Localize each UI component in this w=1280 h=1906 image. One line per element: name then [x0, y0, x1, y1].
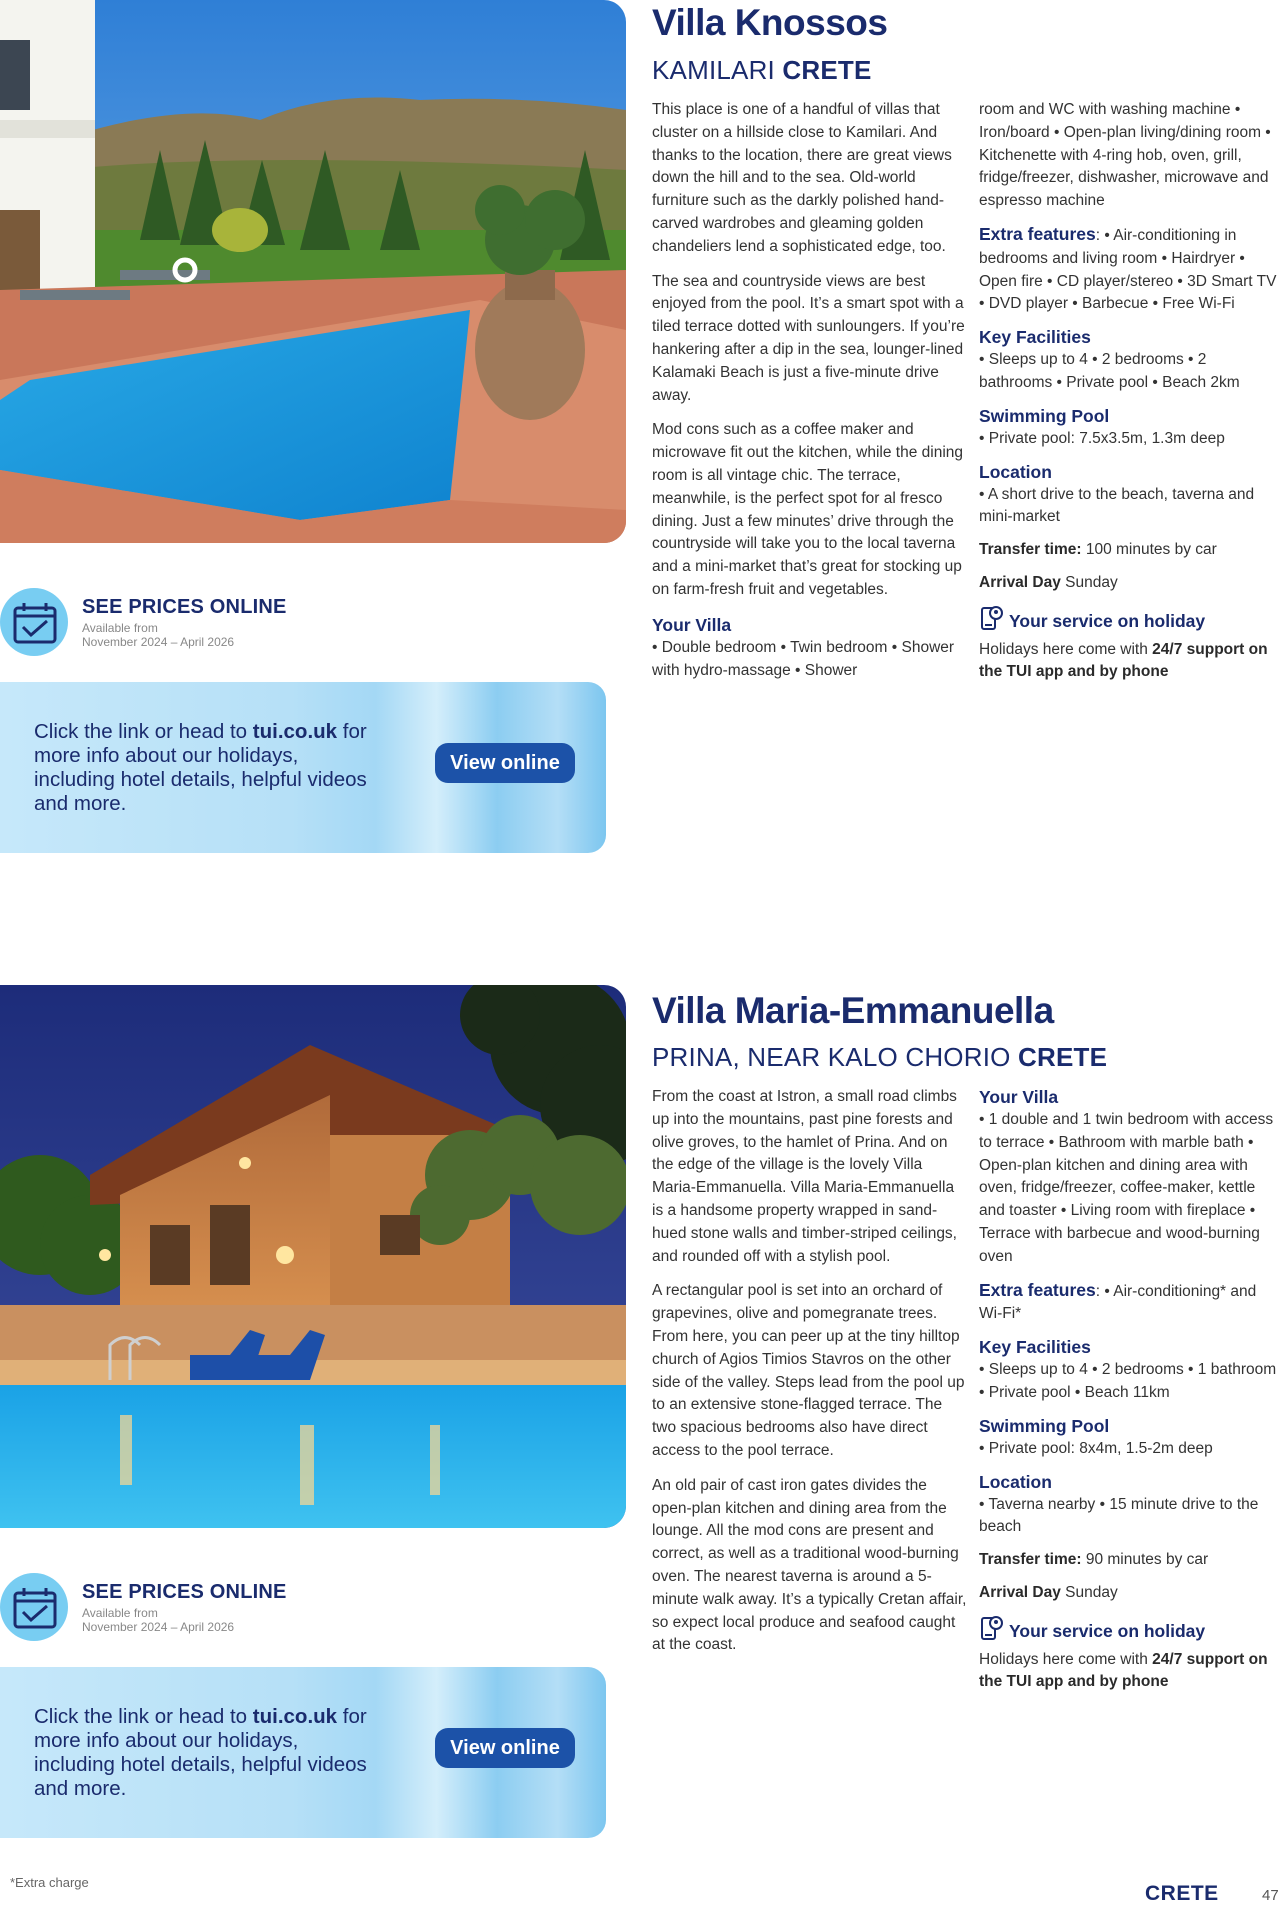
villa-knossos-photo	[0, 0, 626, 543]
location-info: Location • A short drive to the beach, taverna and mini-market	[979, 461, 1255, 526]
view-online-button[interactable]: View online	[435, 743, 575, 783]
your-villa: Your Villa • 1 double and 1 twin bedroom with access to terrace • Bathroom with marble bath • Open-plan kitchen and dining area with oven, fridge/freezer, coffee-maker, kettle and toaster • Living room with fireplace • Terrace with barbecue and wood-burning oven	[979, 1087, 1274, 1265]
your-villa-heading: Your Villa	[652, 614, 732, 635]
swimming-pool: Swimming Pool • Private pool: 7.5x3.5m, 1.3m deep	[979, 405, 1225, 447]
details-column	[979, 1086, 1279, 1694]
details-column	[979, 99, 1279, 684]
key-facilities: Key Facilities • Sleeps up to 4 • 2 bedrooms • 1 bathroom • Private pool • Beach 11km	[979, 1337, 1277, 1401]
villa-knossos-section	[0, 0, 1280, 860]
tui-link[interactable]: tui.co.uk	[252, 1705, 338, 1728]
availability-text: Available from November 2024 – April 2026	[82, 621, 235, 649]
villa-maria-emmanuella-section	[0, 985, 1280, 1845]
extra-charge-footnote: *Extra charge	[10, 1875, 89, 1890]
online-info-text: Click the link or head to tui.co.uk for more info about our holidays, including hotel details, helpful videos and more.	[34, 720, 367, 815]
villa-title: Villa Maria-Emmanuella	[652, 990, 1054, 1031]
villa-maria-emmanuella-photo	[0, 985, 626, 1528]
description-paragraph: A rectangular pool is set into an orchard of grapevines, olive and pomegranate trees. From here, you can peer up at the tiny hilltop church of Agios Timios Stavros on the other side of the valley. Steps lead from the pool up to an extensive stone-flagged terrace. The two spacious bedrooms also have direct access to the pool terrace.	[652, 1282, 965, 1459]
extra-features: Extra features: • Air-conditioning* and Wi-Fi*	[979, 1279, 1257, 1323]
description-paragraph: The sea and countryside views are best enjoyed from the pool. It’s a smart spot with a tiled terrace dotted with sunloungers. If you’re hankering after a dip in the sea, lounger-lined Kalamaki Beach is just a five-minute drive away.	[652, 272, 965, 404]
arrival-day: Arrival Day Sunday	[979, 573, 1118, 591]
service-on-holiday: Your service on holiday Holidays here come with 24/7 support on the TUI app and by phone	[979, 1615, 1279, 1694]
phone-support-icon	[979, 1615, 1005, 1649]
description-paragraph: An old pair of cast iron gates divides the open-plan kitchen and dining area from the lounge. All the mod cons are present and correct, as well as a traditional wood-burning oven. The nearest taverna is around a 5-minute walk away. It’s a typically Cretan affair, so expect local produce and seafood caught at the coast.	[652, 1476, 967, 1654]
online-info-banner	[0, 682, 606, 853]
calendar-check-icon	[0, 588, 68, 656]
swimming-pool: Swimming Pool • Private pool: 8x4m, 1.5-2m deep	[979, 1415, 1213, 1457]
see-prices-online[interactable]	[0, 1573, 400, 1643]
see-prices-title: SEE PRICES ONLINE	[82, 596, 287, 618]
calendar-check-icon	[0, 1573, 68, 1641]
description-column	[652, 1086, 967, 1669]
see-prices-online[interactable]	[0, 588, 400, 658]
tui-link[interactable]: tui.co.uk	[252, 720, 338, 743]
extra-features: Extra features: • Air-conditioning in bedrooms and living room • Hairdryer • Open fire • CD player/stereo • 3D Smart TV • DVD player • Barbecue • Free Wi-Fi	[979, 223, 1277, 313]
online-info-text: Click the link or head to tui.co.uk for more info about our holidays, including hotel details, helpful videos and more.	[34, 1705, 367, 1800]
description-column	[652, 99, 967, 682]
villa-location: KAMILARI CRETE	[652, 55, 872, 85]
arrival-day: Arrival Day Sunday	[979, 1583, 1118, 1601]
key-facilities: Key Facilities • Sleeps up to 4 • 2 bedrooms • 2 bathrooms • Private pool • Beach 2km	[979, 327, 1240, 391]
description-paragraph: Mod cons such as a coffee maker and microwave fit out the kitchen, while the dining room is all vintage chic. The terrace, meanwhile, is the perfect spot for al fresco dining. Just a few minutes’ drive through the countryside will take you to the local taverna and a mini-market that’s great for stocking up on farm-fresh fruit and vegetables.	[652, 421, 964, 598]
transfer-time: Transfer time: 90 minutes by car	[979, 1551, 1209, 1569]
villa-location: PRINA, NEAR KALO CHORIO CRETE	[652, 1042, 1108, 1072]
your-villa-continued: room and WC with washing machine • Iron/board • Open-plan living/dining room • Kitchenette with 4-ring hob, oven, grill, fridge/freezer, dishwasher, microwave and espresso machine	[979, 101, 1271, 210]
page-number: 47	[1262, 1887, 1279, 1904]
description-paragraph: From the coast at Istron, a small road climbs up into the mountains, past pine forests and olive groves, to the hamlet of Prina. And on the edge of the village is the lovely Villa Maria-Emmanuella. Villa Maria-Emmanuella is a handsome property wrapped in sand-hued stone walls and timber-striped ceilings, and rounded off with a stylish pool.	[652, 1088, 957, 1265]
service-on-holiday: Your service on holiday Holidays here come with 24/7 support on the TUI app and by phone	[979, 605, 1279, 684]
see-prices-title: SEE PRICES ONLINE	[82, 1581, 287, 1603]
location-info: Location • Taverna nearby • 15 minute drive to the beach	[979, 1471, 1259, 1536]
footer-region: CRETE	[1145, 1882, 1219, 1905]
view-online-button[interactable]: View online	[435, 1728, 575, 1768]
description-paragraph: This place is one of a handful of villas that cluster on a hillside close to Kamilari. And thanks to the location, there are great views down the hill and to the sea. Old-world furniture such as the darkly polished hand-carved wardrobes and gleaming golden chandeliers lend a sophisticated edge, too.	[652, 101, 952, 255]
transfer-time: Transfer time: 100 minutes by car	[979, 541, 1217, 559]
availability-text: Available from November 2024 – April 2026	[82, 1606, 235, 1634]
phone-support-icon	[979, 605, 1005, 639]
your-villa-text: • Double bedroom • Twin bedroom • Shower with hydro-massage • Shower	[652, 638, 955, 679]
villa-title: Villa Knossos	[652, 2, 888, 43]
online-info-banner	[0, 1667, 606, 1838]
